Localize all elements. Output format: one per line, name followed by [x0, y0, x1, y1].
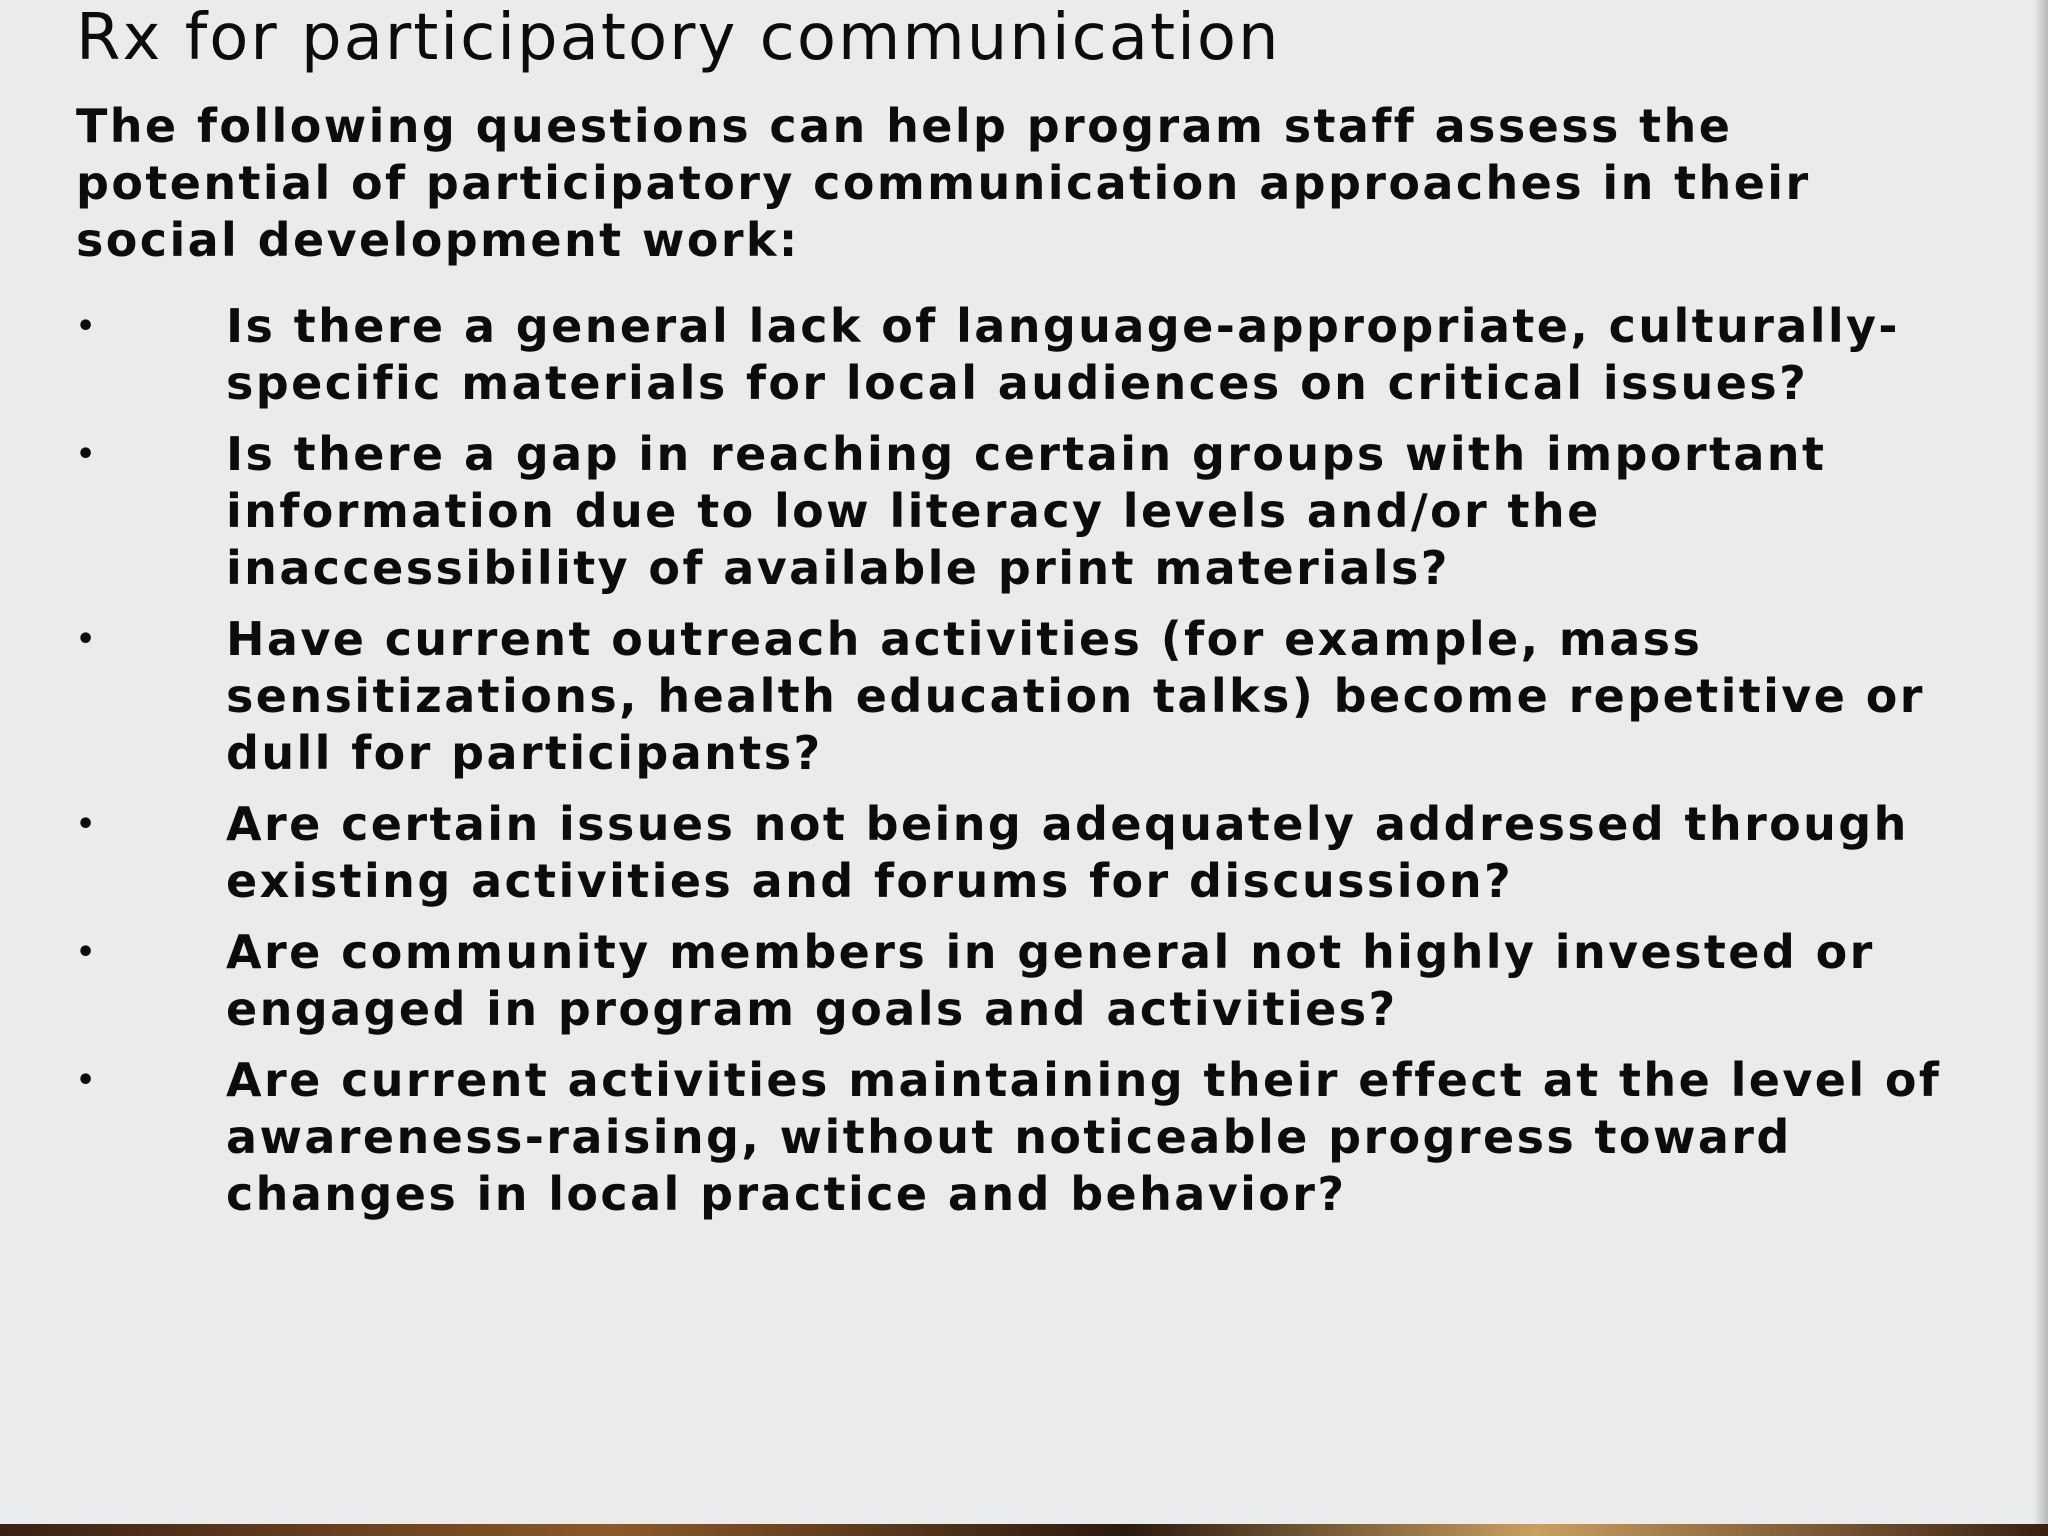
list-item: [76, 796, 1976, 910]
bullet-icon: •: [76, 437, 98, 472]
question-text: Is there a gap in reaching certain groups with important information due to low literacy levels and/or the inaccessibility of available print materials?: [226, 427, 1827, 595]
bullet-icon: •: [76, 622, 98, 657]
bullet-icon: •: [76, 309, 98, 344]
window-bottom-edge: [0, 1524, 2048, 1536]
list-item: [76, 924, 1976, 1038]
question-list: [76, 298, 1976, 1237]
bullet-icon: •: [76, 1063, 98, 1098]
list-item: [76, 611, 1976, 782]
question-text: Have current outreach activities (for example, mass sensitizations, health education talks) become repetitive or dull for participants?: [226, 612, 1925, 780]
question-text: Is there a general lack of language-appropriate, culturally-specific materials for local audiences on critical issues?: [226, 299, 1900, 410]
list-item: [76, 298, 1976, 412]
slide-title: Rx for participatory communication: [76, 1, 1281, 75]
question-text: Are certain issues not being adequately addressed through existing activities and forums for discussion?: [226, 797, 1909, 908]
intro-paragraph: The following questions can help program staff assess the potential of participatory communication approaches in their social development work:: [76, 99, 1811, 267]
question-text: Are current activities maintaining their effect at the level of awareness-raising, without noticeable progress toward changes in local practice and behavior?: [226, 1053, 1942, 1221]
bullet-icon: •: [76, 807, 98, 842]
list-item: [76, 426, 1976, 597]
question-text: Are community members in general not highly invested or engaged in program goals and activities?: [226, 925, 1875, 1036]
bullet-icon: •: [76, 935, 98, 970]
slide-edge-shadow: [2034, 0, 2048, 1524]
list-item: [76, 1052, 1976, 1223]
